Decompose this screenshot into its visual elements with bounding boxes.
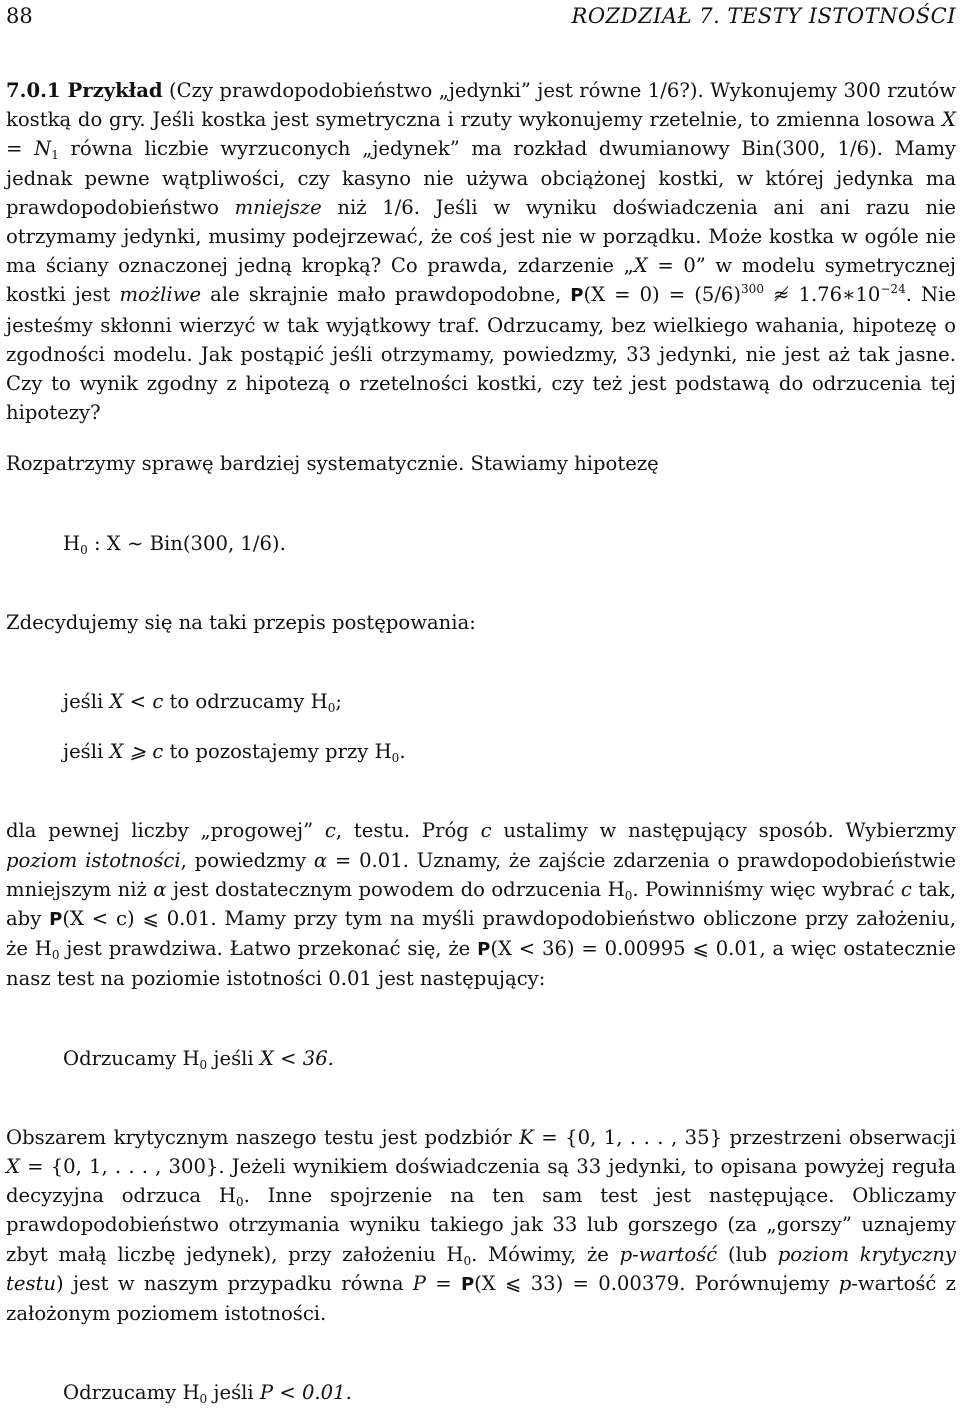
document-page [6,4,956,1408]
example-label: 7.0.1 Przykład [6,79,163,102]
paragraph-critical-region: Obszarem krytycznym naszego testu jest podzbiór K = {0, 1, . . . , 35} przestrzeni obserwacji X = {0, 1, . . . , 300}. Jeżeli wynikiem doświadczenia są 33 jedynki, to opisana powyżej reguła decyzyjna odrzuca $H_0$. Inne spojrzenie na ten sam test jest następujące. Obliczamy prawdopodobieństwo otrzymania wyniku takiego jak 33 lub gorszego (za „gorszy” uznajemy zbyt małą liczbę jedynek), przy założeniu $H_0$. Mówimy, że p-wartość (lub poziom krytyczny testu) jest w naszym przypadku równa P = P(X ⩽ 33) = 0.00379. Porównujemy p-wartość z założonym poziomem istotności. [6,1125,957,1326]
decision-rule-x: Odrzucamy $H_0$ jeśli X < 36. [63,1046,334,1072]
example-paragraph: 7.0.1 Przykład (Czy prawdopodobieństwo „jedynki” jest równe 1/6?). Wykonujemy 300 rzutów kostką do gry. Jeśli kostka jest symetryczna i rzuty wykonujemy rzetelnie, to zmienna losowa $X = N_1$ równa liczbie wyrzuconych „jedynek” ma rozkład dwumianowy Bin(300, 1/6). Mamy jednak pewne wątpliwości, czy kasyno nie używa obciążonej kostki, w której jedynka ma prawdopodobieństwo mniejsze niż 1/6. Jeśli w wyniku doświadczenia ani ani razu nie otrzymamy jedynki, musimy podejrzewać, że coś jest nie w porządku. Może kostka w ogóle nie ma ściany oznaczonej jedną kropką? Co prawda, zdarzenie „X = 0” w modelu symetrycznej kostki jest możliwe ale skrajnie mało prawdopodobne, $P(X = 0) = (5/6)^{300}$ ≉ $1.76∗10^{-24}$. Nie jesteśmy skłonni wierzyć w tak wyjątkowy traf. Odrzucamy, bez wielkiego wahania, hipotezę o zgodności modelu. Jak postąpić jeśli otrzymamy, powiedzmy, 33 jedynki, nie jest aż tak jasne. Czy to wynik zgodny z hipotezą o rzetelności kostki, czy też jest podstawą do odrzucenia tej hipotezy? [6,79,956,425]
h0-display: $H_0$ : X ∼ Bin(300, 1/6). [63,531,286,557]
paragraph-threshold: dla pewnej liczby „progowej” c, testu. Próg c ustalimy w następujący sposób. Wybierzmy poziom istotności, powiedzmy α = 0.01. Uznamy, że zajście zdarzenia o prawdopodobieństwie mniejszym niż α jest dostatecznym powodem do odrzucenia $H_0$. Powinniśmy więc wybrać c tak, aby P(X < c) ⩽ 0.01. Mamy przy tym na myśli prawdopodobieństwo obliczone przy założeniu, że $H_0$ jest prawdziwa. Łatwo przekonać się, że P(X < 36) = 0.00995 ⩽ 0.01, a więc ostatecznie nasz test na poziomie istotności 0.01 jest następujący: [6,819,957,991]
paragraph-procedure: Zdecydujemy się na taki przepis postępowania: [6,610,476,634]
page-header [6,4,956,40]
paragraph-hypothesis-intro: Rozpatrzymy sprawę bardziej systematycznie. Stawiamy hipotezę [6,452,659,476]
running-title: ROZDZIAŁ 7. TESTY ISTOTNOŚCI [571,4,956,28]
rule-reject: jeśli X < c to odrzucamy $H_0$; [63,690,342,716]
page-number: 88 [6,4,33,28]
decision-rule-p: Odrzucamy $H_0$ jeśli P < 0.01. [63,1381,352,1407]
rule-keep: jeśli X ⩾ c to pozostajemy przy $H_0$. [63,740,406,766]
